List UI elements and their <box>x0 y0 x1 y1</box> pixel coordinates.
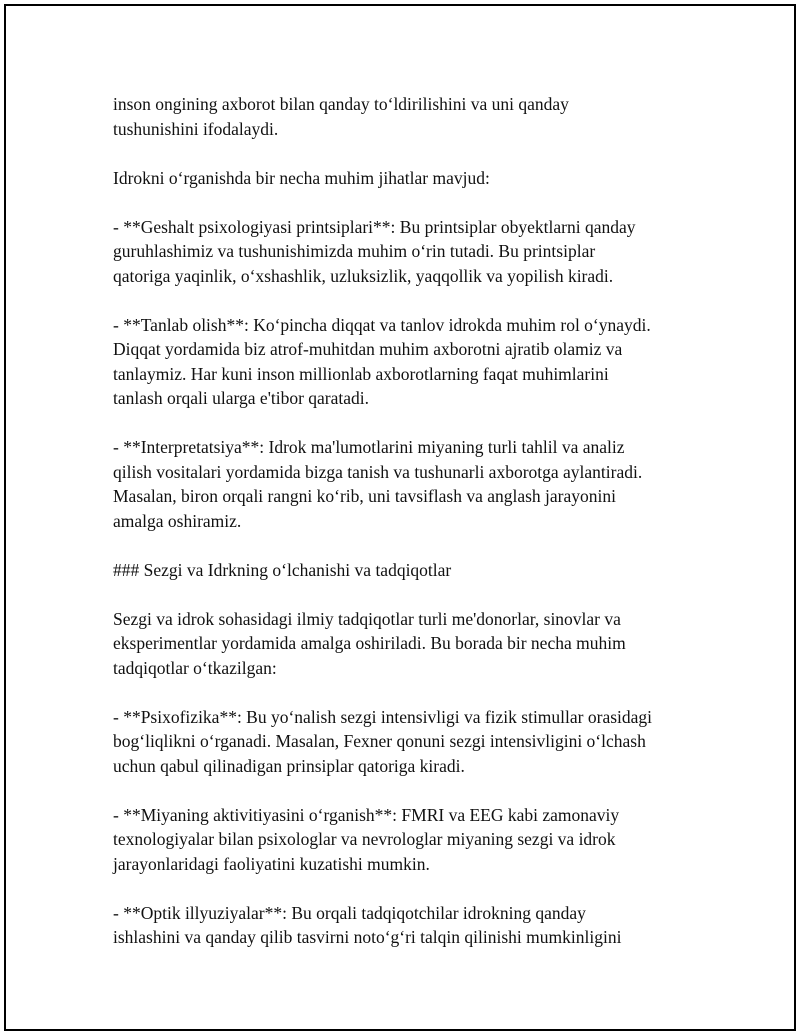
blank-line <box>113 190 703 215</box>
text-line: inson ongining axborot bilan qanday to‘ldirilishini va uni qanday <box>113 94 569 114</box>
text-line: tadqiqotlar o‘tkazilgan: <box>113 657 277 678</box>
text-line: - **Miyaning aktivitiyasini o‘rganish**: FMRI va EEG kabi zamonaviy <box>113 804 620 825</box>
blank-line <box>113 288 703 313</box>
text-line: eksperimentlar yordamida amalga oshiriladi. Bu borada bir necha muhim <box>113 633 626 653</box>
document-body <box>113 92 703 950</box>
blank-line <box>113 680 703 705</box>
blank-line <box>113 876 703 901</box>
text-line: - **Interpretatsiya**: Idrok ma'lumotlarini miyaning turli tahlil va analiz <box>113 437 625 457</box>
text-line: Diqqat yordamida biz atrof-muhitdan muhim axborotni ajratib olamiz va <box>113 339 623 359</box>
section-heading: ### Sezgi va Idrkning o‘lchanishi va tadqiqotlar <box>113 559 452 580</box>
text-line: jarayonlaridagi faoliyatini kuzatishi mumkin. <box>113 853 430 874</box>
text-line: texnologiyalar bilan psixologlar va nevrologlar miyaning sezgi va idrok <box>113 829 616 849</box>
blank-line <box>113 141 703 166</box>
text-line: qatoriga yaqinlik, o‘xshashlik, uzluksizlik, yaqqollik va yopilish kiradi. <box>113 265 614 286</box>
text-line: tushunishini ifodalaydi. <box>113 118 279 139</box>
text-line: tanlaymiz. Har kuni inson millionlab axborotlarning faqat muhimlarini <box>113 363 609 384</box>
text-line: amalga oshiramiz. <box>113 510 242 531</box>
text-line: Idrokni o‘rganishda bir necha muhim jihatlar mavjud: <box>113 167 490 188</box>
text-line: - **Tanlab olish**: Ko‘pincha diqqat va tanlov idrokda muhim rol o‘ynaydi. <box>113 314 651 335</box>
blank-line <box>113 778 703 803</box>
blank-line <box>113 582 703 607</box>
text-line: - **Psixofizika**: Bu yo‘nalish sezgi intensivligi va fizik stimullar orasidagi <box>113 706 653 727</box>
text-line: - **Optik illyuziyalar**: Bu orqali tadqiqotchilar idrokning qanday <box>113 902 586 923</box>
text-line: bog‘liqlikni o‘rganadi. Masalan, Fexner qonuni sezgi intensivligini o‘lchash <box>113 731 646 751</box>
text-line: guruhlashimiz va tushunishimizda muhim o‘rin tutadi. Bu printsiplar <box>113 241 596 261</box>
text-line: - **Geshalt psixologiyasi printsiplari**: Bu printsiplar obyektlarni qanday <box>113 216 636 237</box>
text-line: Sezgi va idrok sohasidagi ilmiy tadqiqotlar turli me'donorlar, sinovlar va <box>113 608 621 629</box>
text-line: tanlash orqali ularga e'tibor qaratadi. <box>113 388 369 408</box>
blank-line <box>113 411 703 436</box>
text-line: uchun qabul qilinadigan prinsiplar qatoriga kiradi. <box>113 755 465 776</box>
text-line: Masalan, biron orqali rangni ko‘rib, uni tavsiflash va anglash jarayonini <box>113 486 616 506</box>
text-line: ishlashini va qanday qilib tasvirni noto‘g‘ri talqin qilinishi mumkinligini <box>113 927 622 947</box>
blank-line <box>113 533 703 558</box>
text-line: qilish vositalari yordamida bizga tanish va tushunarli axborotga aylantiradi. <box>113 461 643 482</box>
